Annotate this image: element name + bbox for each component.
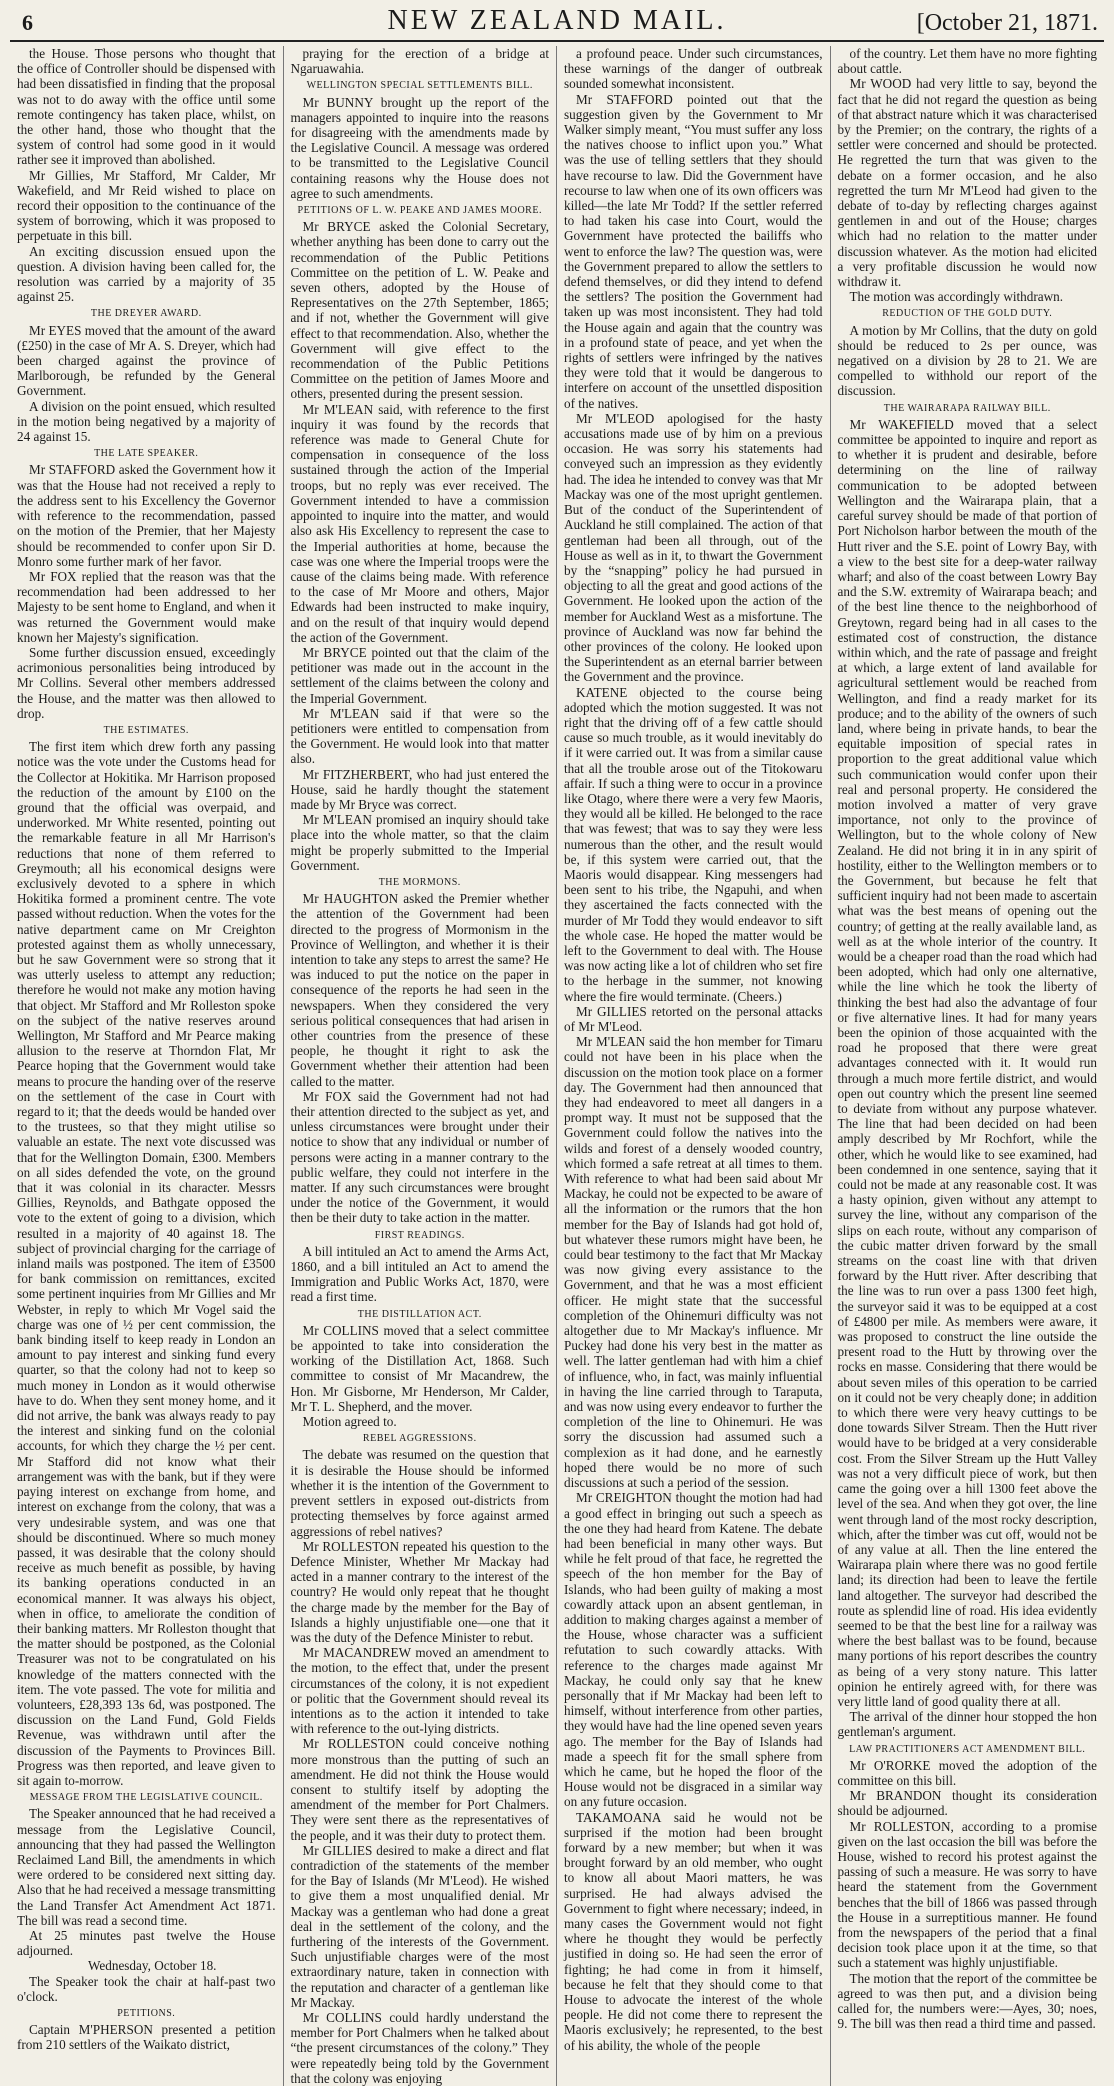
section-heading: REBEL AGGRESSIONS. bbox=[362, 1433, 477, 1445]
paragraph: An exciting discussion ensued upon the question. A division having been called for, the resolution was carried by a majority of 35 against 25. bbox=[17, 243, 276, 305]
paragraph: Mr FITZHERBERT, who had just entered the House, said he hardly thought the statement made by Mr Bryce was correct. bbox=[290, 766, 549, 812]
paragraph: Mr O'RORKE moved the adoption of the committee on this bill. bbox=[837, 1757, 1097, 1788]
section-heading: THE LATE SPEAKER. bbox=[94, 448, 199, 460]
section-heading: PETITIONS OF L. W. PEAKE AND JAMES MOORE. bbox=[297, 205, 542, 217]
paragraph: Mr M'LEAN promised an inquiry should take place into the whole matter, so that the claim might be properly submitted to the Imperial Government. bbox=[290, 812, 549, 873]
paragraph: KATENE objected to the course being adopted which the motion suggested. It was not right that the driving off of a few cattle should cause so much trouble, as it would inevitably do if it were carried out. It was from a similar cause that all the trouble arose out of the Titokowaru affair. If such a thing were to occur in a province like Otago, where there were a very few Maoris, they would all be killed. He belonged to the race that was fewest; that was to say they were less numerous than the other, and the result would be, if this system were carried out, that the Maoris would disappear. King messengers had been sent to his tribe, the Ngapuhi, and when they ascertained the facts connected with the murder of Mr Todd they would endeavor to sift the whole case. He hoped the matter would be left to the Government to deal with. The House was now acting like a lot of children who set fire to the herbage in the summer, not knowing where the fire would terminate. (Cheers.) bbox=[564, 684, 823, 1004]
paragraph: Mr STAFFORD asked the Government how it was that the House had not received a reply to the address sent to his Excellency the Governor with reference to the recommendation, passed on the motion of the Premier, that her Majesty should be recommended to confer upon Sir D. Monro some further mark of her favor. bbox=[17, 462, 276, 569]
paragraph: of the country. Let them have no more fighting about cattle. bbox=[837, 46, 1097, 77]
masthead bbox=[10, 6, 1104, 42]
paragraph: Mr BRYCE asked the Colonial Secretary, whether anything has been done to carry out the recommendation of the Public Petitions Committee on the petition of L. W. Peake and seven others, adopted by the House of Representatives on the 27th September, 1865; and if not, whether the Government will give effect to that recommendation. Also, whether the Government will give effect to the recommendation of the Public Petitions Committee on the petition of James Moore and others, presented during the present session. bbox=[290, 219, 549, 402]
section-heading: THE DISTILLATION ACT. bbox=[357, 1308, 482, 1320]
paragraph: Mr M'LEAN said, with reference to the first inquiry it was found by the records that reference was made to General Chute for compensation in consequence of the loss sustained through the action of the Imperial troops, but no reply was ever received. The Government intended to have a commission appointed to inquire into the matter, and would also ask His Excellency to represent the case to the Imperial authorities at home, because the case was one where the Imperial troops were the cause of the claims being made. With reference to the case of Mr Moore and others, Major Edwards had been instructed to make inquiry, and on the result of that inquiry would depend the action of the Government. bbox=[290, 401, 549, 645]
paragraph: Some further discussion ensued, exceedingly acrimonious personalities being introduced by Mr Collins. Several other members addressed the House, and the matter was then allowed to drop. bbox=[17, 644, 276, 721]
section-heading: THE MORMONS. bbox=[378, 876, 461, 888]
paragraph: A division on the point ensued, which resulted in the motion being negatived by a majority of 24 against 15. bbox=[17, 398, 276, 445]
paragraph: Mr ROLLESTON could conceive nothing more monstrous than the putting of such an amendment. He did not think the House would consent to stultify itself by adopting the amendment of the member for Port Chalmers. They were sent there as the representatives of the people, and it was their duty to protect them. bbox=[290, 1736, 549, 1843]
paragraph: Mr WOOD had very little to say, beyond the fact that he did not regard the question as being of that abstract nature which it was characterised by the Premier; on the contrary, the rights of a settler were concerned and should be protected. He regretted the turn that was given to the debate on a former occasion, and he also regretted the turn Mr M'Leod had given to the debate of to-day by reflecting charges against gentlemen in and out of the House; charges which had no relation to the matter under discussion whatever. As the motion had elicited a very profitable discussion he would now withdraw it. bbox=[837, 76, 1097, 290]
paragraph: Mr BRYCE pointed out that the claim of the petitioner was made out in the account in the settlement of the claims between the colony and the Imperial Government. bbox=[290, 644, 549, 706]
paragraph: Mr STAFFORD pointed out that the suggestion given by the Government to Mr Walker simply meant, “You must suffer any loss the natives choose to inflict upon you.” What was the use of telling settlers that they should have recourse to law. Did the Government have recourse to law when one of its own officers was killed—the late Mr Todd? If the settler referred to had taken his case into Court, would the Government have protected the bailiffs who went to enforce the law? The question was, were the Government prepared to allow the settlers to defend themselves, or did they intend to defend the settlers? The position the Government had taken up was most inconsistent. They had told the House again and again that the country was in a profound state of peace, and yet when the rights of settlers were infringed by the natives they were told that it would be dangerous to interfere on account of the unsettled disposition of the natives. bbox=[564, 91, 823, 411]
paragraph: The debate was resumed on the question that it is desirable the House should be informed whether it is the intention of the Government to prevent settlers in exposed out-districts from protecting themselves by force against armed aggressions of rebel natives? bbox=[290, 1447, 549, 1539]
newspaper-title: NEW ZEALAND MAIL. bbox=[387, 5, 727, 36]
paragraph: A bill intituled an Act to amend the Arms Act, 1860, and a bill intituled an Act to amend the Immigration and Public Works Act, 1870, were read a first time. bbox=[290, 1243, 549, 1305]
column-3 bbox=[557, 46, 831, 2086]
paragraph: Mr FOX said the Government had not had their attention directed to the subject as yet, and unless circumstances were brought under their notice to show that any individual or number of persons were acting in a manner contrary to the public welfare, they could not interfere in the matter. If any such circumstances were brought under the notice of the Government, it would then be their duty to take action in the matter. bbox=[290, 1088, 549, 1226]
paragraph: praying for the erection of a bridge at Ngaruawahia. bbox=[290, 46, 549, 77]
section-heading: THE ESTIMATES. bbox=[103, 724, 189, 736]
section-heading: LAW PRACTITIONERS ACT AMENDMENT BILL. bbox=[849, 1743, 1086, 1755]
section-heading: REDUCTION OF THE GOLD DUTY. bbox=[882, 308, 1053, 320]
paragraph: The motion that the report of the committee be agreed to was then put, and a division being called for, the numbers were:—Ayes, 30; noes, 9. The bill was then read a third time and passed. bbox=[837, 1970, 1097, 2032]
paragraph: Mr MACANDREW moved an amendment to the motion, to the effect that, under the present circumstances of the colony, it is not expedient or politic that the Government should reveal its intentions as to the action it intended to take with reference to the out-lying districts. bbox=[290, 1645, 549, 1737]
paragraph: Mr ROLLESTON repeated his question to the Defence Minister, Whether Mr Mackay had acted in a manner contrary to the interest of the country? He would only repeat that he thought the charge made by the member for the Bay of Islands a highly unjustifiable one—one that it was the duty of the Defence Minister to rebut. bbox=[290, 1538, 549, 1645]
paragraph: Mr GILLIES retorted on the personal attacks of Mr M'Leod. bbox=[564, 1003, 823, 1034]
page-number: 6 bbox=[22, 10, 33, 35]
paragraph: a profound peace. Under such circumstances, these warnings of the danger of outbreak sounded somewhat inconsistent. bbox=[564, 46, 823, 92]
paragraph: At 25 minutes past twelve the House adjourned. bbox=[17, 1927, 276, 1959]
paragraph: Mr BUNNY brought up the report of the managers appointed to inquire into the reasons for disagreeing with the amendments made by the Legislative Council. A message was ordered to be transmitted to the Legislative Council containing reasons why the House does not agree to such amendments. bbox=[290, 94, 549, 201]
paragraph: Mr M'LEAN said the hon member for Timaru could not have been in his place when the discussion on the motion took place on a former day. The Government had then announced that they had endeavored to meet all dangers in a prompt way. It must not be supposed that the Government could follow the natives into the wilds and forest of a densely wooded country, which formed a safe retreat at all times to them. With reference to what had been said about Mr Mackay, he could not be expected to be aware of all the information or the rumors that the hon member for the Bay of Islands had got hold of, but whatever these rumors might have been, he could bear testimony to the fact that Mr Mackay was now giving every assistance to the Government, and that he was a most efficient officer. He might state that the successful completion of the Ohinemuri difficulty was not altogether due to Mr Mackay's influence. Mr Puckey had done his very best in the matter as well. The latter gentleman had with him a chief of influence, who, in fact, was mainly influential in having the line carried through to Taraputa, and was now using every endeavor to further the completion of the line to Ohinemuri. He was sorry the discussion had assumed such a complexion as it had done, and he earnestly hoped there would be no more of such discussions at such a period of the session. bbox=[564, 1034, 823, 1491]
section-heading: THE DREYER AWARD. bbox=[90, 308, 202, 320]
paragraph: Mr FOX replied that the reason was that the recommendation had been addressed to her Majesty to be sent home to England, and when it was returned the Government would make known her Majesty's signification. bbox=[17, 568, 276, 645]
paragraph: Mr HAUGHTON asked the Premier whether the attention of the Government had been directed to the progress of Mormonism in the Province of Wellington, and whether it is their intention to take any steps to arrest the same? He was induced to put the notice on the paper in consequence of the reports he had seen in the newspapers. When they considered the very serious political consequences that had arisen in other countries from the presence of these people, he thought it right to ask the Government whether their attention had been called to the matter. bbox=[290, 891, 549, 1089]
paragraph: Mr M'LEOD apologised for the hasty accusations made use of by him on a previous occasion. He was sorry his statements had conveyed such an impression as they evidently had. The idea he intended to convey was that Mr Mackay was one of the most upright gentlemen. But of the conduct of the Superintendent of Auckland he still complained. The action of that gentleman had been all through, out of the House as well as in it, to thwart the Government by the “snapping” policy he had pursued in objecting to all the great and good actions of the Government. He looked upon the action of the member for Auckland West as a misfortune. The province of Auckland was now far behind the other provinces of the colony. He looked upon the Superintendent as an eternal barrier between the Government and the province. bbox=[564, 410, 823, 685]
article-columns bbox=[10, 46, 1104, 2086]
paragraph: Mr Gillies, Mr Stafford, Mr Calder, Mr Wakefield, and Mr Reid wished to place on record their opposition to the continuance of the system of borrowing, which it was proposed to perpetuate in this bill. bbox=[17, 167, 276, 244]
paragraph: Mr GILLIES desired to make a direct and flat contradiction of the statements of the member for the Bay of Islands (Mr M'Leod). He wished to give them a most unqualified denial. Mr Mackay was a gentleman who had done a great deal in the settlement of the colony, and the furthering of the interests of the Government. Such unjustifiable charges were of the most extraordinary nature, taken in connection with the reputation and character of a gentleman like Mr Mackay. bbox=[290, 1842, 549, 2010]
paragraph: Mr COLLINS could hardly understand the member for Port Chalmers when he talked about “the present circumstances of the colony.” They were repeatedly being told by the Government that the colony was enjoying bbox=[290, 2010, 549, 2086]
section-heading: MESSAGE FROM THE LEGISLATIVE COUNCIL. bbox=[29, 1792, 263, 1804]
paragraph: The first item which drew forth any passing notice was the vote under the Customs head for the Collector at Hokitika. Mr Harrison proposed the reduction of the amount by £100 on the ground that the official was overpaid, and underworked. Mr White resented, pointing out the remarkable feature in all Mr Harrison's reductions that none of them referred to Greymouth; all his economical designs were exclusively devoted to a sphere in which Hokitika formed a prominent centre. The vote passed without reduction. When the votes for the native department came on Mr Creighton protested against them as wholly unnecessary, but he saw Government were so strong that it was utterly useless to attempt any reduction; therefore he would not make any motion having that object. Mr Stafford and Mr Rolleston spoke on the subject of the native reserves around Wellington, Mr Stafford and Mr Pearce making allusion to the reserve at Thorndon Flat, Mr Pearce hoping that the Government would take means to procure the handing over of the reserve on the settlement of the case in Court with regard to it; that the deeds would be handed over to the trustees, so that they might utilise so valuable an estate. The next vote discussed was that for the Wellington Domain, £300. Members on all sides defended the vote, on the ground that it was colonial in its character. Messrs Gillies, Reynolds, and Bathgate opposed the vote to the extent of going to a division, which resulted in a majority of 40 against 18. The subject of provincial charging for the carriage of inland mails was postponed. The item of £3500 for bank commission on remittances, excited some pertinent inquiries from Mr Gillies and Mr Webster, in reply to which Mr Vogel said the charge was one of ½ per cent commission, the bank binding itself to keep ready in London an amount to pay interest and sinking fund every quarter, so that the colony had not to keep so much money in London as it would otherwise have to do. When they sent money home, and it did not arrive, the bank was always ready to pay the interest and sinking fund on the colonial accounts, for which they charge the ½ per cent. Mr Stafford did not know what their arrangement was with the bank, but if they were paying interest on exchange from home, and interest on exchange from the colony, that was a very undesirable system, and was one that should be discontinued. Where so much money passed, it was desirable that the colony should receive as much benefit as possible, by having its banking operations conducted in an economical manner. It was always his object, when in office, to ameliorate the condition of their banking matters. Mr Rolleston thought that the matter should be postponed, as the Colonial Treasurer was not to be congratulated on his knowledge of the matters connected with the item. The vote passed. The vote for militia and volunteers, £28,393 13s 6d, was postponed. The discussion on the Land Fund, Gold Fields Revenue, was withdrawn until after the discussion of the Payments to Provinces Bill. Progress was then reported, and leave given to sit again to-morrow. bbox=[17, 739, 276, 1788]
paragraph: Mr M'LEAN said if that were so the petitioners were entitled to compensation from the Government. He would look into that matter also. bbox=[290, 705, 549, 767]
paragraph: Mr CREIGHTON thought the motion had had a good effect in bringing out such a speech as the one they had heard from Katene. The debate had been beneficial in many other ways. But while he felt proud of that face, he regretted the speech of the hon member for the Bay of Islands, who had been guilty of making a most cowardly attack upon an absent gentleman, in addition to making charges against a member of the House, whose character was a sufficient refutation to such cowardly attacks. With reference to the charges made against Mr Mackay, he could only say that he knew personally that if Mr Mackay had been left to himself, without interference from other parties, they would have had the line opened seven years ago. The member for the Bay of Islands had made a speech fit for the small sphere from which he came, but he hoped the floor of the House would not be disgraced in a similar way on any future occasion. bbox=[564, 1490, 823, 1810]
paragraph: The Speaker announced that he had received a message from the Legislative Council, announcing that they had passed the Wellington Reclaimed Land Bill, the amendments in which were ordered to be considered next sitting day. Also that he had received a message transmitting the Land Transfer Act Amendment Act 1871. The bill was read a second time. bbox=[17, 1806, 276, 1928]
paragraph: The arrival of the dinner hour stopped the hon gentleman's argument. bbox=[837, 1709, 1097, 1740]
section-heading: THE WAIRARAPA RAILWAY BILL. bbox=[883, 402, 1051, 414]
column-2 bbox=[284, 46, 558, 2086]
column-4 bbox=[831, 46, 1105, 2086]
paragraph: Mr ROLLESTON, according to a promise given on the last occasion the bill was before the House, wished to record his protest against the passing of such a measure. He was sorry to have heard the statement from the Government benches that the bill of 1866 was passed through the House in a surreptitious manner. He found from the newspapers of the period that a final decision took place upon it at the time, so that such a statement was highly unjustifiable. bbox=[837, 1818, 1097, 1971]
paragraph: Captain M'PHERSON presented a petition from 210 settlers of the Waikato district, bbox=[17, 2022, 276, 2053]
paragraph: Mr EYES moved that the amount of the award (£250) in the case of Mr A. S. Dreyer, which had been charged against the province of Marlborough, be refunded by the General Government. bbox=[17, 322, 276, 399]
paragraph: Mr WAKEFIELD moved that a select committee be appointed to inquire and report as to whether it is prudent and desirable, before determining on the line of railway communication to be adopted between Wellington and the Wairarapa plain, that a careful survey should be made of that portion of Port Nicholson harbor between the mouth of the Hutt river and the S.E. point of Lowry Bay, with a view to the best site for a deep-water railway wharf; and also of the coast between Lowry Bay and the S.W. extremity of Wairarapa beach; and of the best line thence to the neighborhood of Greytown, regard being had in all cases to the estimated cost of construction, the distance within which, and the rate of passage and freight at which, a large extent of land available for agricultural settlement would be reached from Wellington, and find a ready market for its produce; and to the ability of the owners of such land, where being in private hands, to bear the equitable imposition of special rates in proportion to the great additional value which such communication would confer upon their real and personal property. He considered the motion involved a matter of very grave importance, not only to the province of Wellington, but to the whole colony of New Zealand. He did not bring it in in any spirit of hostility, either to the Wellington members or to the Government, but because he felt that sufficient inquiry had not been made to ascertain what was the best means of opening out the country; of getting at the really available land, as well as at the whole interior of the country. It would be a cheaper road than the road which had been adopted, which had only one alternative, while the line which he took the liberty of thinking the best had also the advantage of four or five alternative lines. It had for many years been the opinion of those acquainted with the road he proposed that there were great advantages connected with it. It would run through a much more fertile district, and would open out country which the present line seemed to deviate from without any purpose whatever. The line that had been decided on had been amply described by Mr Rochfort, while the other, which he would like to see examined, had been condemned in one sentence, saying that it could not be made at any reasonable cost. It was a hasty opinion, given without any attempt to survey the line, without any comparison of the slips on each route, without any comparison of the cubic matter driven forward by the small streams on the coast line with that driven forward by the Hutt river. After describing that the line was to run over a pass 1300 feet high, the surveyor said it was to be equipped at a cost of £4800 per mile. As members were aware, it was proposed to construct the line outside the present road to the Hutt by throwing over the rocks en masse. Considering that there would be about seven miles of this operation to be carried on it could not be very cheaply done; in addition to which there were very heavy cuttings to be done towards Silver Stream. Then the Hutt river would have to be bridged at a very considerable cost. From the Silver Stream up the Hutt Valley was not a very difficult piece of work, but then came the going over a hill 1300 feet above the level of the sea. And when they got over, the line went through land of the most rocky description, which, after the timber was cut off, would not be of any value at all. Then the line entered the Wairarapa plain where there was no good fertile land; its direction had been to leave the fertile land altogether. The surveyor had described the route as splendid line of road. His idea evidently seemed to be that the best line for a railway was where the best ballast was to be found, because many portions of his report describes the country as being of a very stony nature. This latter opinion he entirely agreed with, for there was very little land of good quality there at all. bbox=[837, 416, 1097, 1709]
paragraph: Mr COLLINS moved that a select committee be appointed to take into consideration the working of the Distillation Act, 1868. Such committee to consist of Mr Macandrew, the Hon. Mr Gisborne, Mr Henderson, Mr Calder, Mr T. L. Shepherd, and the mover. bbox=[290, 1322, 549, 1414]
column-1 bbox=[10, 46, 284, 2086]
paragraph: Motion agreed to. bbox=[302, 1414, 397, 1430]
paragraph: The motion was accordingly withdrawn. bbox=[849, 289, 1064, 305]
issue-date: [October 21, 1871. bbox=[916, 10, 1098, 36]
paragraph: the House. Those persons who thought that the office of Controller should be dispensed with had been dissatisfied in finding that the proposal was not to do away with the office until some remote contingency has taken place, whilst, on the other hand, those who thought that the system of control had some good in it would rather see it improved than abolished. bbox=[17, 46, 276, 168]
paragraph: A motion by Mr Collins, that the duty on gold should be reduced to 2s per ounce, was negatived on a division by 28 to 21. We are compelled to withhold our report of the discussion. bbox=[837, 322, 1097, 399]
paragraph: TAKAMOANA said he would not be surprised if the motion had been brought forward by a new member; but when it was brought forward by an old member, who ought to know all about Maori matters, he was surprised. He had always advised the Government to fight where necessary; indeed, in many cases the Government would not fight where he thought they would be perfectly justified in doing so. He had seen the error of fighting; he had come in from it himself, because he felt that they should come to that House to advocate the interest of the whole people. He did not come there to represent the Maoris exclusively; he represented, to the best of his ability, the whole of the people bbox=[564, 1809, 823, 2053]
paragraph: Mr BRANDON thought its consideration should be adjourned. bbox=[837, 1788, 1097, 1819]
date-line: Wednesday, October 18. bbox=[88, 1958, 217, 1974]
section-heading: FIRST READINGS. bbox=[374, 1229, 465, 1241]
section-heading: WELLINGTON SPECIAL SETTLEMENTS BILL. bbox=[306, 80, 533, 92]
paragraph: The Speaker took the chair at half-past two o'clock. bbox=[17, 1973, 276, 2004]
section-heading: PETITIONS. bbox=[117, 2008, 176, 2019]
